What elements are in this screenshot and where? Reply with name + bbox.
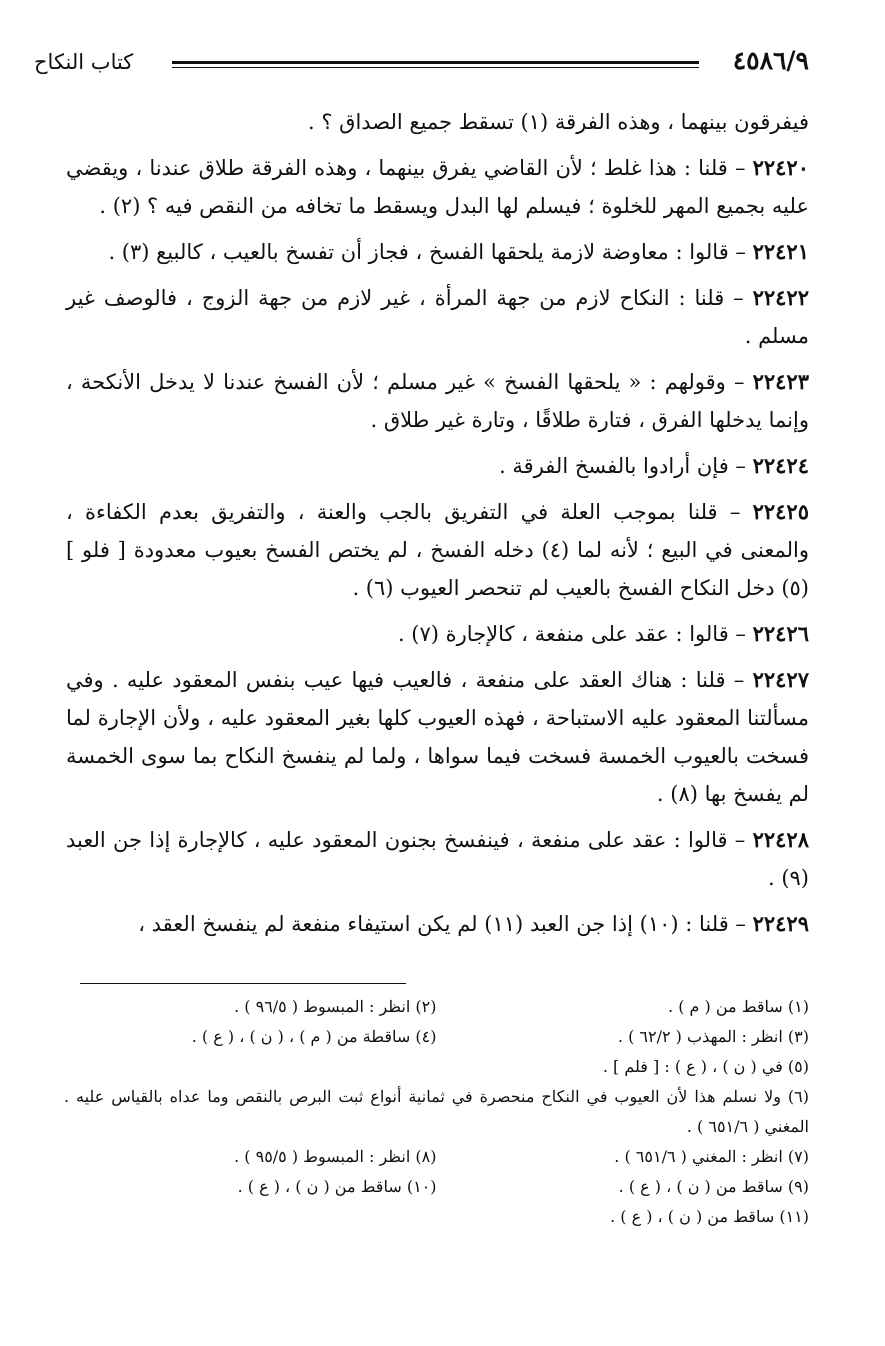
footnote: (٦) ولا نسلم هذا لأن العيوب في النكاح منحصرة في ثمانية أنواع ثبت البرص بالنقص وما عداه بالقياس عليه . المغني ( ٦٥١/٦ ) . <box>64 1087 809 1136</box>
footnote-row <box>64 1052 809 1082</box>
footnote: (٤) ساقطة من ( م ) ، ( ن ) ، ( ع ) . <box>191 1027 437 1046</box>
footnote: (٧) انظر : المغني ( ٦٥١/٦ ) . <box>614 1147 809 1166</box>
issue-number: ٢٢٤٢١ <box>752 239 809 264</box>
footnote-row <box>64 1142 809 1172</box>
footnote-separator <box>80 983 406 984</box>
page-reference: ٤٥٨٦/٩ <box>732 46 809 75</box>
footnotes <box>64 992 809 1232</box>
footnote: (١٠) ساقط من ( ن ) ، ( ع ) . <box>237 1177 437 1196</box>
footnote: (٩) ساقط من ( ن ) ، ( ع ) . <box>618 1177 809 1196</box>
running-header <box>34 44 809 84</box>
paragraph: ٢٢٤٢٠ – قلنا : هذا غلط ؛ لأن القاضي يفرق بينهما ، وهذه الفرقة طلاق عندنا ، ويقضي عليه بجميع المهر للخلوة ؛ فيسلم لها البدل ويسقط ما تخافه من النقص فيه ؟ (٢) . <box>66 155 809 218</box>
issue-number: ٢٢٤٢٨ <box>752 827 809 852</box>
paragraph: ٢٢٤٢٥ – قلنا بموجب العلة في التفريق بالجب والعنة ، والتفريق بعدم الكفاءة ، والمعنى في البيع ؛ لأنه لما (٤) دخله الفسخ ، لم يختص الفسخ بعيوب معدودة [ فلو ] (٥) دخل النكاح الفسخ بالعيب لم تنحصر العيوب (٦) . <box>66 499 809 600</box>
issue-number: ٢٢٤٢٦ <box>752 621 809 646</box>
paragraph: ٢٢٤٢٧ – قلنا : هناك العقد على منفعة ، فالعيب فيها عيب بنفس المعقود عليه . وفي مسألتنا المعقود عليه الاستباحة ، فهذه العيوب كلها بغير المعقود عليه ، ولأن الإجارة لما فسخت بالعيوب الخمسة فسخت فيما سواها ، ولما لم ينفسخ النكاح بما سوى الخمسة لم يفسخ بها (٨) . <box>66 667 809 806</box>
footnote: (١١) ساقط من ( ن ) ، ( ع ) . <box>610 1207 809 1226</box>
issue-number: ٢٢٤٢٣ <box>752 369 809 394</box>
paragraph: ٢٢٤٢٤ – فإن أرادوا بالفسخ الفرقة . <box>499 453 809 478</box>
book-title: كتاب النكاح <box>34 50 134 74</box>
main-text <box>66 103 809 943</box>
paragraph: ٢٢٤٢٦ – قالوا : عقد على منفعة ، كالإجارة (٧) . <box>397 621 809 646</box>
issue-number: ٢٢٤٢٩ <box>752 911 809 936</box>
issue-number: ٢٢٤٢٢ <box>752 285 809 310</box>
issue-number: ٢٢٤٢٥ <box>752 499 809 524</box>
issue-number: ٢٢٤٢٠ <box>752 155 809 180</box>
footnote: (٣) انظر : المهذب ( ٦٢/٢ ) . <box>617 1027 809 1046</box>
paragraph: ٢٢٤٢١ – قالوا : معاوضة لازمة يلحقها الفسخ ، فجاز أن تفسخ بالعيب ، كالبيع (٣) . <box>108 239 809 264</box>
issue-number: ٢٢٤٢٧ <box>752 667 809 692</box>
footnote-row <box>64 1202 809 1232</box>
header-rule <box>172 61 699 68</box>
paragraph: ٢٢٤٢٩ – قلنا : (١٠) إذا جن العبد (١١) لم يكن استيفاء منفعة لم ينفسخ العقد ، <box>138 911 809 936</box>
footnote-row <box>64 1172 809 1202</box>
footnote: (٨) انظر : المبسوط ( ٩٥/٥ ) . <box>234 1147 437 1166</box>
paragraph: ٢٢٤٢٢ – قلنا : النكاح لازم من جهة المرأة ، غير لازم من جهة الزوج ، فالوصف غير مسلم . <box>66 285 809 348</box>
issue-number: ٢٢٤٢٤ <box>752 453 809 478</box>
paragraph: ٢٢٤٢٨ – قالوا : عقد على منفعة ، فينفسخ بجنون المعقود عليه ، كالإجارة إذا جن العبد (٩) . <box>66 827 809 890</box>
footnote-row <box>64 1022 809 1052</box>
footnote: (١) ساقط من ( م ) . <box>668 997 809 1016</box>
paragraph: ٢٢٤٢٣ – وقولهم : « يلحقها الفسخ » غير مسلم ؛ لأن الفسخ عندنا لا يدخل الأنكحة ، وإنما يدخلها الفرق ، فتارة طلاقًا ، وتارة غير طلاق . <box>66 369 809 432</box>
footnote: (٥) في ( ن ) ، ( ع ) : [ فلم ] . <box>602 1057 809 1076</box>
footnote: (٢) انظر : المبسوط ( ٩٦/٥ ) . <box>234 997 437 1016</box>
footnote-row <box>64 992 809 1022</box>
paragraph: فيفرقون بينهما ، وهذه الفرقة (١) تسقط جميع الصداق ؟ . <box>307 110 809 134</box>
